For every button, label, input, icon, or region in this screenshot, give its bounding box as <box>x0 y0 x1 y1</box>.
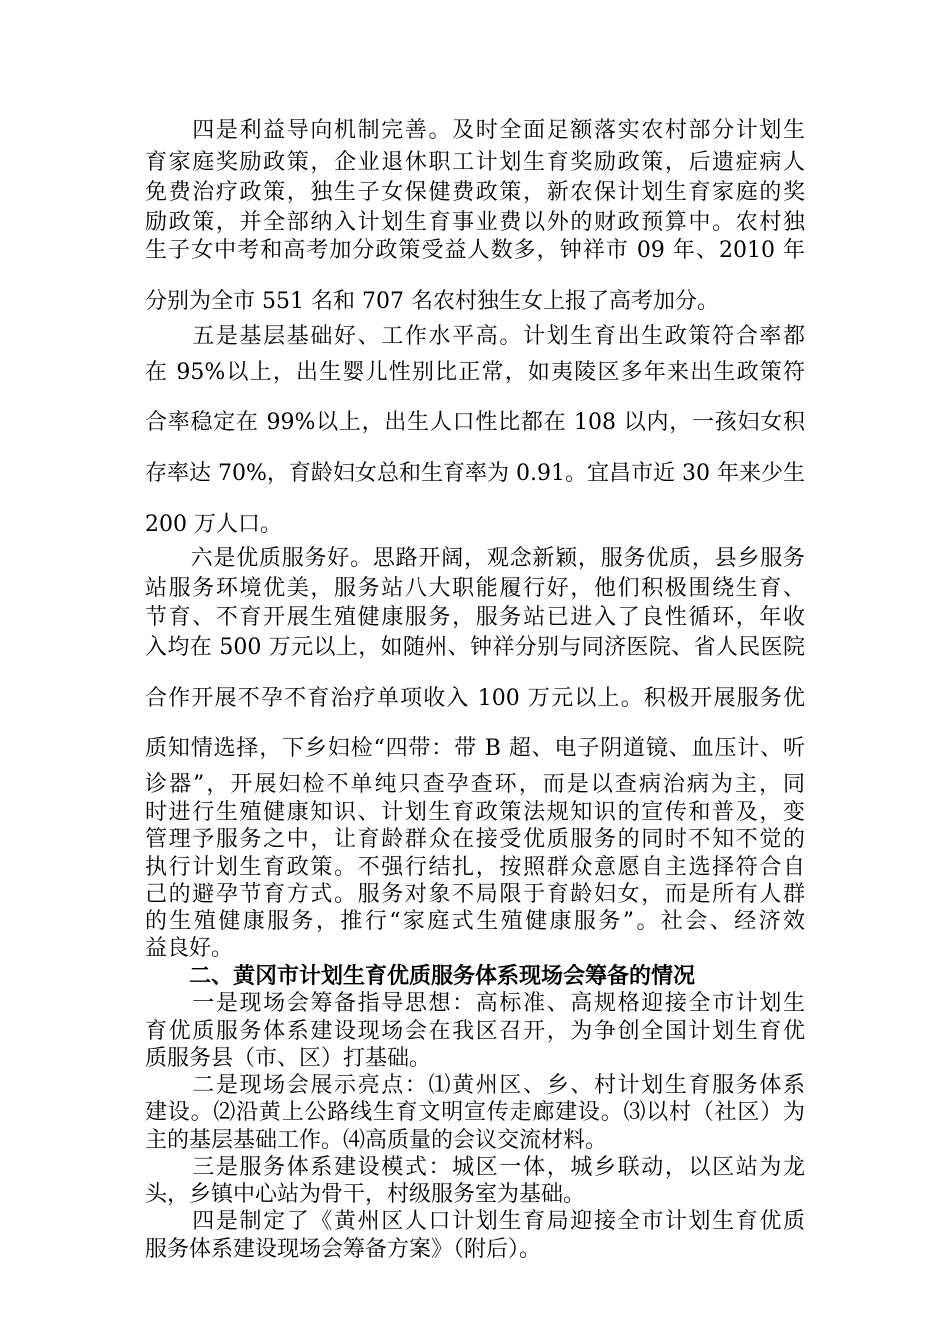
text-line: 存率达 70%，育龄妇女总和生育率为 0.91。宜昌市近 30 年来少生 <box>145 461 805 486</box>
text-line: 合率稳定在 99%以上，出生人口性比都在 108 以内，一孩妇女积 <box>145 410 805 435</box>
section-heading: 二、黄冈市计划生育优质服务体系现场会筹备的情况 <box>145 963 696 989</box>
text-line: 站服务环境优美，服务站八大职能履行好，他们积极围绕生育、 <box>145 576 805 601</box>
text-line: 一是现场会筹备指导思想：高标准、高规格迎接全市计划生 <box>145 991 805 1016</box>
text-line: 执行计划生育政策。不强行结扎，按照群众意愿自主选择符合自 <box>145 855 805 880</box>
text-line: 免费治疗政策，独生子女保健费政策，新农保计划生育家庭的奖 <box>145 180 805 205</box>
text-line: 分别为全市 551 名和 707 名农村独生女上报了高考加分。 <box>145 289 719 314</box>
text-line: 励政策，并全部纳入计划生育事业费以外的财政预算中。农村独 <box>145 210 805 235</box>
text-line: 诊器”，开展妇检不单纯只查孕查环，而是以查病治病为主，同 <box>145 772 805 797</box>
text-line: 时进行生殖健康知识、计划生育政策法规知识的宣传和普及，变 <box>145 800 805 825</box>
text-line: 益良好。 <box>145 936 234 961</box>
text-line: 200 万人口。 <box>145 512 282 537</box>
text-line: 的生殖健康服务，推行“家庭式生殖健康服务”。社会、经济效 <box>145 909 805 934</box>
text-line: 合作开展不孕不育治疗单项收入 100 万元以上。积极开展服务优 <box>145 686 805 711</box>
text-line: 主的基层基础工作。⑷高质量的会议交流材料。 <box>145 1128 608 1153</box>
text-line: 育家庭奖励政策，企业退休职工计划生育奖励政策，后遗症病人 <box>145 150 805 175</box>
text-line: 生子女中考和高考加分政策受益人数多，钟祥市 09 年、2010 年 <box>145 238 805 263</box>
text-line: 质知情选择，下乡妇检“四带：带 B 超、电子阴道镜、血压计、听 <box>145 736 805 761</box>
text-line: 四是利益导向机制完善。及时全面足额落实农村部分计划生 <box>145 118 805 143</box>
text-line: 建设。⑵沿黄上公路线生育文明宣传走廊建设。⑶以村（社区）为 <box>145 1100 805 1125</box>
text-line: 四是制定了《黄州区人口计划生育局迎接全市计划生育优质 <box>145 1209 805 1234</box>
text-line: 己的避孕节育方式。服务对象不局限于育龄妇女，而是所有人群 <box>145 882 805 907</box>
text-line: 六是优质服务好。思路开阔，观念新颖，服务优质，县乡服务 <box>145 546 805 571</box>
text-line: 头，乡镇中心站为骨干，村级服务室为基础。 <box>145 1182 586 1207</box>
text-line: 节育、不育开展生殖健康服务，服务站已进入了良性循环，年收 <box>145 605 805 630</box>
text-line: 三是服务体系建设模式：城区一体，城乡联动，以区站为龙 <box>145 1155 805 1180</box>
text-line: 服务体系建设现场会筹备方案》（附后）。 <box>145 1237 542 1262</box>
text-line: 五是基层基础好、工作水平高。计划生育出生政策符合率都 <box>145 324 805 349</box>
text-line: 质服务县（市、区）打基础。 <box>145 1046 432 1071</box>
text-line: 育优质服务体系建设现场会在我区召开，为争创全国计划生育优 <box>145 1019 805 1044</box>
text-line: 入均在 500 万元以上，如随州、钟祥分别与同济医院、省人民医院 <box>145 635 805 660</box>
text-line: 管理予服务之中，让育龄群众在接受优质服务的同时不知不觉的 <box>145 827 805 852</box>
text-line: 二是现场会展示亮点：⑴黄州区、乡、村计划生育服务体系 <box>145 1073 805 1098</box>
text-line: 在 95%以上，出生婴儿性别比正常，如夷陵区多年来出生政策符 <box>145 360 805 385</box>
